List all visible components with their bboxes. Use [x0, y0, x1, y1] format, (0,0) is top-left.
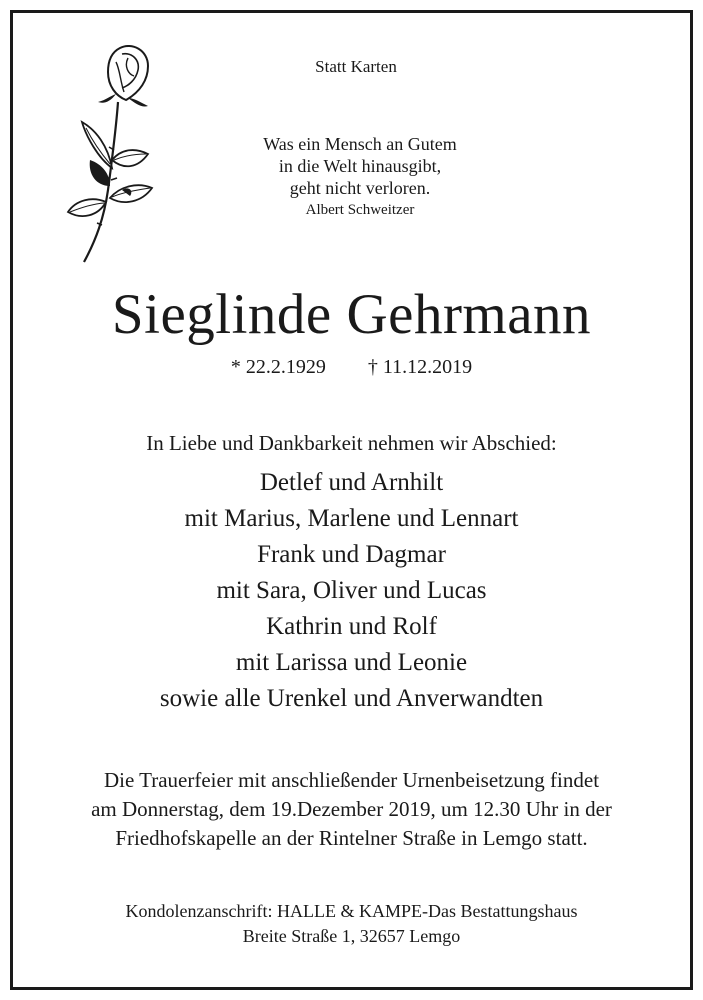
mourner-line: mit Larissa und Leonie	[235, 649, 468, 676]
condolence-address	[0, 899, 703, 949]
mourner-line: Detlef und Arnhilt	[259, 469, 444, 496]
mourner-line: mit Sara, Oliver und Lucas	[216, 577, 487, 604]
rose-icon	[62, 40, 162, 265]
address-line: Kondolenzanschrift: HALLE & KAMPE-Das Bestattungshaus	[125, 901, 578, 921]
quote-line: Was ein Mensch an Gutem	[263, 134, 457, 154]
death-date: † 11.12.2019	[367, 356, 473, 378]
mourner-line: Frank und Dagmar	[257, 541, 446, 568]
address-line: Breite Straße 1, 32657 Lemgo	[242, 926, 461, 946]
farewell-intro: In Liebe und Dankbarkeit nehmen wir Abschied:	[146, 431, 557, 455]
quote-author: Albert Schweitzer	[305, 202, 415, 218]
birth-date: * 22.2.1929	[230, 356, 326, 378]
quote-line: geht nicht verloren.	[289, 178, 431, 198]
life-dates	[0, 355, 703, 379]
deceased-name: Sieglinde Gehrmann	[111, 283, 592, 346]
ceremony-line: am Donnerstag, dem 19.Dezember 2019, um 12.30 Uhr in der	[91, 797, 612, 821]
quote-block	[160, 133, 560, 221]
mourner-line: Kathrin und Rolf	[266, 613, 437, 640]
quote-line: in die Welt hinausgibt,	[278, 156, 442, 176]
mourners-list	[0, 465, 703, 717]
statt-karten-label: Statt Karten	[315, 57, 397, 76]
ceremony-notice	[0, 766, 703, 853]
mourner-line: mit Marius, Marlene und Lennart	[184, 505, 519, 532]
ceremony-line: Die Trauerfeier mit anschließender Urnenbeisetzung findet	[103, 768, 600, 792]
ceremony-line: Friedhofskapelle an der Rintelner Straße in Lemgo statt.	[115, 826, 588, 850]
mourner-line: sowie alle Urenkel und Anverwandten	[159, 685, 544, 712]
